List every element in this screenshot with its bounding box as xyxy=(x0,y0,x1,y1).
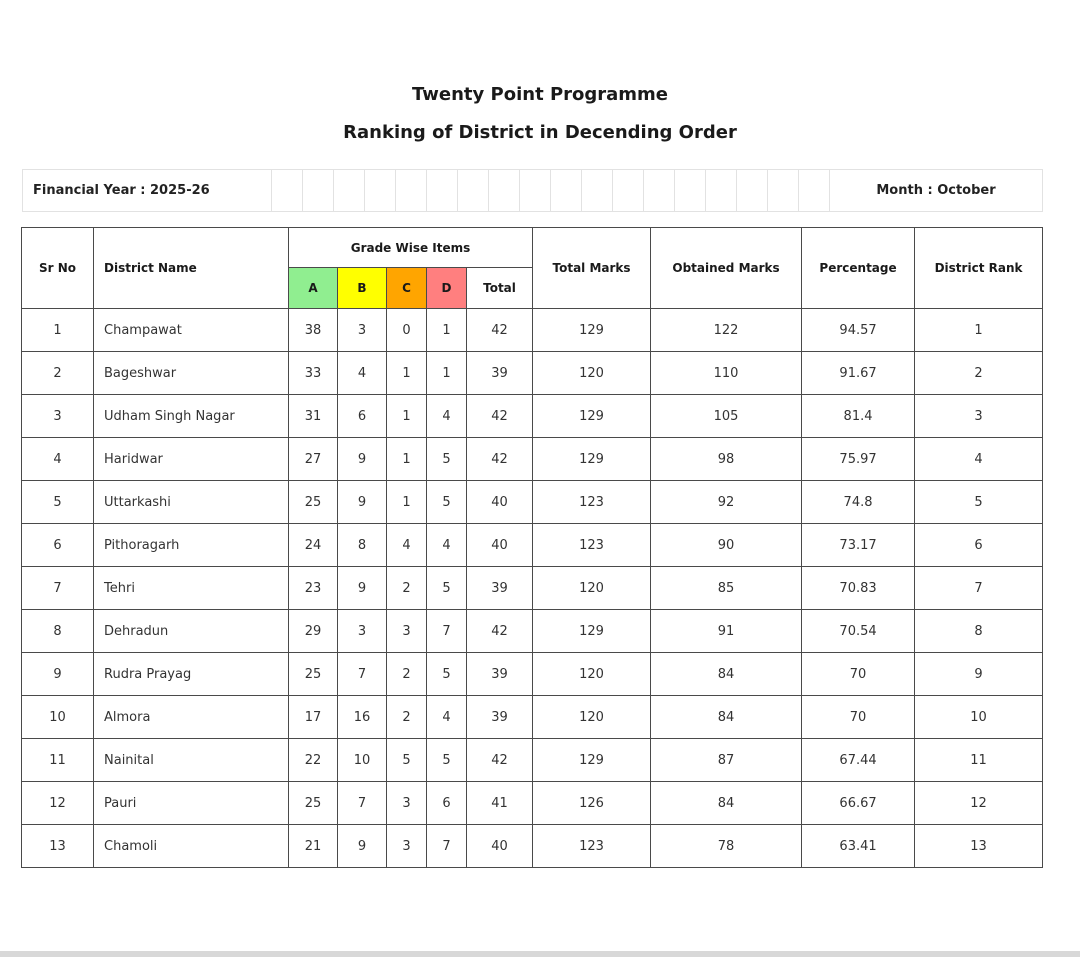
cell-grade-b: 7 xyxy=(338,782,387,825)
cell-sr-no: 12 xyxy=(22,782,94,825)
cell-district-rank: 3 xyxy=(915,395,1043,438)
cell-district-rank: 5 xyxy=(915,481,1043,524)
cell-grade-c: 1 xyxy=(387,352,427,395)
cell-grade-a: 17 xyxy=(289,696,338,739)
cell-total: 39 xyxy=(467,653,533,696)
cell-total: 42 xyxy=(467,395,533,438)
financial-year-label: Financial Year : 2025-26 xyxy=(23,170,272,212)
cell-percentage: 70.54 xyxy=(802,610,915,653)
cell-grade-a: 22 xyxy=(289,739,338,782)
cell-grade-c: 1 xyxy=(387,481,427,524)
cell-grade-a: 27 xyxy=(289,438,338,481)
table-row xyxy=(22,610,1043,653)
cell-percentage: 91.67 xyxy=(802,352,915,395)
ranking-table xyxy=(21,227,1043,868)
cell-district-rank: 1 xyxy=(915,309,1043,352)
table-row xyxy=(22,438,1043,481)
cell-district-name: Champawat xyxy=(94,309,289,352)
cell-grade-b: 9 xyxy=(338,481,387,524)
cell-grade-c: 1 xyxy=(387,395,427,438)
cell-grade-c: 3 xyxy=(387,610,427,653)
cell-grade-a: 25 xyxy=(289,653,338,696)
cell-grade-c: 0 xyxy=(387,309,427,352)
cell-grade-d: 4 xyxy=(427,395,467,438)
cell-district-name: Dehradun xyxy=(94,610,289,653)
col-header-grade-b: B xyxy=(338,268,387,309)
cell-grade-d: 4 xyxy=(427,524,467,567)
cell-grade-b: 16 xyxy=(338,696,387,739)
cell-grade-c: 4 xyxy=(387,524,427,567)
bottom-edge xyxy=(0,951,1080,957)
col-header-grade-a: A xyxy=(289,268,338,309)
cell-obtained-marks: 84 xyxy=(651,696,802,739)
cell-grade-b: 9 xyxy=(338,567,387,610)
cell-total-marks: 129 xyxy=(533,438,651,481)
cell-total-marks: 129 xyxy=(533,395,651,438)
cell-grade-d: 1 xyxy=(427,309,467,352)
cell-grade-b: 7 xyxy=(338,653,387,696)
cell-grade-a: 33 xyxy=(289,352,338,395)
cell-percentage: 75.97 xyxy=(802,438,915,481)
col-header-total-marks: Total Marks xyxy=(533,228,651,309)
cell-percentage: 67.44 xyxy=(802,739,915,782)
cell-district-name: Nainital xyxy=(94,739,289,782)
cell-grade-d: 5 xyxy=(427,481,467,524)
cell-total-marks: 123 xyxy=(533,481,651,524)
cell-district-name: Bageshwar xyxy=(94,352,289,395)
table-row xyxy=(22,653,1043,696)
cell-district-name: Chamoli xyxy=(94,825,289,868)
cell-percentage: 70 xyxy=(802,653,915,696)
cell-percentage: 66.67 xyxy=(802,782,915,825)
cell-sr-no: 2 xyxy=(22,352,94,395)
cell-district-rank: 9 xyxy=(915,653,1043,696)
cell-grade-a: 24 xyxy=(289,524,338,567)
page-title: Twenty Point Programme xyxy=(411,84,669,105)
cell-grade-c: 5 xyxy=(387,739,427,782)
cell-percentage: 74.8 xyxy=(802,481,915,524)
grade-wise-items-header: Grade Wise Items xyxy=(289,228,533,268)
col-header-total: Total xyxy=(467,268,533,309)
cell-district-name: Udham Singh Nagar xyxy=(94,395,289,438)
cell-total: 42 xyxy=(467,309,533,352)
cell-obtained-marks: 85 xyxy=(651,567,802,610)
cell-grade-d: 6 xyxy=(427,782,467,825)
cell-grade-d: 1 xyxy=(427,352,467,395)
cell-district-rank: 8 xyxy=(915,610,1043,653)
cell-grade-d: 5 xyxy=(427,438,467,481)
cell-district-rank: 6 xyxy=(915,524,1043,567)
cell-grade-a: 38 xyxy=(289,309,338,352)
cell-grade-a: 25 xyxy=(289,782,338,825)
cell-total: 41 xyxy=(467,782,533,825)
cell-grade-d: 5 xyxy=(427,567,467,610)
cell-total-marks: 120 xyxy=(533,567,651,610)
cell-total: 39 xyxy=(467,696,533,739)
cell-sr-no: 4 xyxy=(22,438,94,481)
cell-obtained-marks: 90 xyxy=(651,524,802,567)
table-row xyxy=(22,395,1043,438)
cell-district-rank: 10 xyxy=(915,696,1043,739)
cell-obtained-marks: 91 xyxy=(651,610,802,653)
cell-total-marks: 129 xyxy=(533,309,651,352)
cell-percentage: 94.57 xyxy=(802,309,915,352)
table-row xyxy=(22,825,1043,868)
cell-sr-no: 1 xyxy=(22,309,94,352)
cell-district-name: Rudra Prayag xyxy=(94,653,289,696)
cell-district-name: Pauri xyxy=(94,782,289,825)
col-header-district: District Name xyxy=(94,228,289,309)
cell-obtained-marks: 78 xyxy=(651,825,802,868)
cell-grade-c: 2 xyxy=(387,653,427,696)
cell-sr-no: 13 xyxy=(22,825,94,868)
cell-grade-a: 31 xyxy=(289,395,338,438)
cell-sr-no: 5 xyxy=(22,481,94,524)
cell-obtained-marks: 105 xyxy=(651,395,802,438)
table-row xyxy=(22,352,1043,395)
table-row xyxy=(22,567,1043,610)
cell-grade-d: 5 xyxy=(427,653,467,696)
cell-percentage: 70 xyxy=(802,696,915,739)
cell-grade-a: 29 xyxy=(289,610,338,653)
col-header-district-rank: District Rank xyxy=(915,228,1043,309)
cell-total: 42 xyxy=(467,610,533,653)
cell-sr-no: 7 xyxy=(22,567,94,610)
cell-grade-d: 7 xyxy=(427,825,467,868)
cell-total: 42 xyxy=(467,739,533,782)
cell-total-marks: 120 xyxy=(533,696,651,739)
cell-district-name: Haridwar xyxy=(94,438,289,481)
cell-grade-c: 3 xyxy=(387,782,427,825)
cell-grade-c: 2 xyxy=(387,567,427,610)
cell-obtained-marks: 84 xyxy=(651,782,802,825)
info-bar xyxy=(22,169,1043,212)
table-row xyxy=(22,696,1043,739)
cell-sr-no: 6 xyxy=(22,524,94,567)
cell-grade-a: 25 xyxy=(289,481,338,524)
cell-total-marks: 123 xyxy=(533,825,651,868)
cell-grade-d: 4 xyxy=(427,696,467,739)
cell-obtained-marks: 92 xyxy=(651,481,802,524)
cell-total-marks: 129 xyxy=(533,610,651,653)
cell-grade-b: 9 xyxy=(338,438,387,481)
cell-percentage: 81.4 xyxy=(802,395,915,438)
cell-sr-no: 3 xyxy=(22,395,94,438)
cell-total: 39 xyxy=(467,567,533,610)
cell-percentage: 70.83 xyxy=(802,567,915,610)
cell-district-rank: 4 xyxy=(915,438,1043,481)
cell-total: 40 xyxy=(467,524,533,567)
cell-district-rank: 13 xyxy=(915,825,1043,868)
cell-total-marks: 129 xyxy=(533,739,651,782)
cell-grade-b: 6 xyxy=(338,395,387,438)
cell-obtained-marks: 84 xyxy=(651,653,802,696)
cell-sr-no: 10 xyxy=(22,696,94,739)
cell-sr-no: 11 xyxy=(22,739,94,782)
cell-percentage: 63.41 xyxy=(802,825,915,868)
month-label: Month : October xyxy=(830,170,1043,212)
cell-grade-b: 3 xyxy=(338,610,387,653)
cell-grade-b: 8 xyxy=(338,524,387,567)
cell-total: 40 xyxy=(467,481,533,524)
col-header-percentage: Percentage xyxy=(802,228,915,309)
cell-sr-no: 9 xyxy=(22,653,94,696)
cell-district-rank: 12 xyxy=(915,782,1043,825)
cell-total-marks: 120 xyxy=(533,653,651,696)
cell-obtained-marks: 110 xyxy=(651,352,802,395)
cell-percentage: 73.17 xyxy=(802,524,915,567)
cell-district-rank: 2 xyxy=(915,352,1043,395)
cell-district-name: Tehri xyxy=(94,567,289,610)
cell-grade-c: 3 xyxy=(387,825,427,868)
cell-total: 42 xyxy=(467,438,533,481)
cell-total: 40 xyxy=(467,825,533,868)
cell-grade-d: 7 xyxy=(427,610,467,653)
cell-grade-a: 23 xyxy=(289,567,338,610)
col-header-grade-c: C xyxy=(387,268,427,309)
col-header-sr-no: Sr No xyxy=(22,228,94,309)
cell-district-name: Pithoragarh xyxy=(94,524,289,567)
page-subtitle: Ranking of District in Decending Order xyxy=(343,122,737,143)
cell-obtained-marks: 87 xyxy=(651,739,802,782)
table-row xyxy=(22,524,1043,567)
cell-district-rank: 11 xyxy=(915,739,1043,782)
cell-grade-c: 1 xyxy=(387,438,427,481)
cell-grade-c: 2 xyxy=(387,696,427,739)
cell-total: 39 xyxy=(467,352,533,395)
col-header-obtained-marks: Obtained Marks xyxy=(651,228,802,309)
cell-grade-b: 3 xyxy=(338,309,387,352)
cell-district-name: Uttarkashi xyxy=(94,481,289,524)
cell-sr-no: 8 xyxy=(22,610,94,653)
cell-grade-a: 21 xyxy=(289,825,338,868)
cell-district-name: Almora xyxy=(94,696,289,739)
cell-obtained-marks: 122 xyxy=(651,309,802,352)
cell-grade-b: 9 xyxy=(338,825,387,868)
cell-grade-b: 4 xyxy=(338,352,387,395)
cell-total-marks: 123 xyxy=(533,524,651,567)
cell-grade-b: 10 xyxy=(338,739,387,782)
col-header-grade-d: D xyxy=(427,268,467,309)
table-row xyxy=(22,782,1043,825)
cell-grade-d: 5 xyxy=(427,739,467,782)
table-row xyxy=(22,309,1043,352)
cell-obtained-marks: 98 xyxy=(651,438,802,481)
table-row xyxy=(22,481,1043,524)
cell-total-marks: 126 xyxy=(533,782,651,825)
cell-district-rank: 7 xyxy=(915,567,1043,610)
table-row xyxy=(22,739,1043,782)
cell-total-marks: 120 xyxy=(533,352,651,395)
